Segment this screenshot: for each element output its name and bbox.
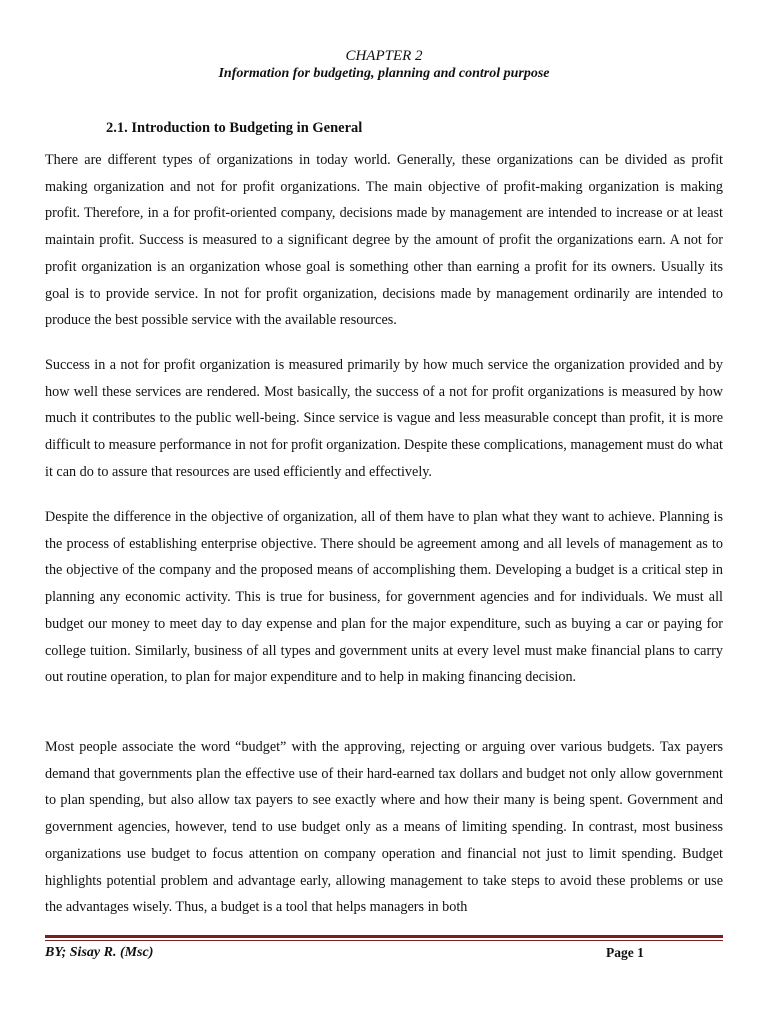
chapter-heading: CHAPTER 2 <box>345 48 423 64</box>
body-paragraph: There are different types of organizations in today world. Generally, these organizations can be divided as profit making organization and not for profit organizations. The main objective of profit-making organization is making profit. Therefore, in a for profit-oriented company, decisions made by management are intended to increase or at least maintain profit. Success is measured to a significant degree by the amount of profit the organizations earn. A not for profit organization is an organization whose goal is something other than earning a profit for its owners. Usually its goal is to provide service. In not for profit organization, decisions made by management ordinarily are intended to produce the best possible service with the available resources. <box>45 152 723 329</box>
footer-divider-thin <box>45 940 723 941</box>
page-number: Page 1 <box>606 945 644 960</box>
body-paragraph: Despite the difference in the objective of organization, all of them have to plan what they want to achieve. Planning is the process of establishing enterprise objective. There should be agreement among and all levels of management as to the objective of the company and the proposed means of accomplishing them. Developing a budget is a critical step in planning any economic activity. This is true for business, for government agencies and for individuals. We must all budget our money to meet day to day expense and plan for the major expenditure, such as buying a car or paying for college tuition. Similarly, business of all types and government units at every level must make financial plans to carry out routine operation, to plan for major expenditure and to help in making financing decision. <box>45 509 723 686</box>
footer-divider <box>45 935 723 938</box>
body-paragraph: Most people associate the word “budget” with the approving, rejecting or arguing over various budgets. Tax payers demand that governments plan the effective use of their hard-earned tax dollars and budget not only allow government to plan spending, but also allow tax payers to see exactly where and how their many is being spent. Government and government agencies, however, tend to use budget only as a means of limiting spending. In contrast, most business organizations use budget to focus attention on company operation and financial not just to limit spending. Budget highlights potential problem and advantage early, allowing management to take steps to avoid these problems or use the advantages wisely. Thus, a budget is a tool that helps managers in both <box>45 739 723 916</box>
body-paragraph: Success in a not for profit organization is measured primarily by how much service the organization provided and by how well these services are rendered. Most basically, the success of a not for profit organizations is measured by how much it contributes to the public well-being. Since service is vague and less measurable concept than profit, it is more difficult to measure performance in not for profit organization. Despite these complications, management must do what it can do to assure that resources are used efficiently and effectively. <box>45 357 723 480</box>
footer-author: BY; Sisay R. (Msc) <box>45 945 154 960</box>
section-heading: 2.1. Introduction to Budgeting in General <box>106 120 363 136</box>
chapter-subtitle: Information for budgeting, planning and control purpose <box>218 66 550 81</box>
